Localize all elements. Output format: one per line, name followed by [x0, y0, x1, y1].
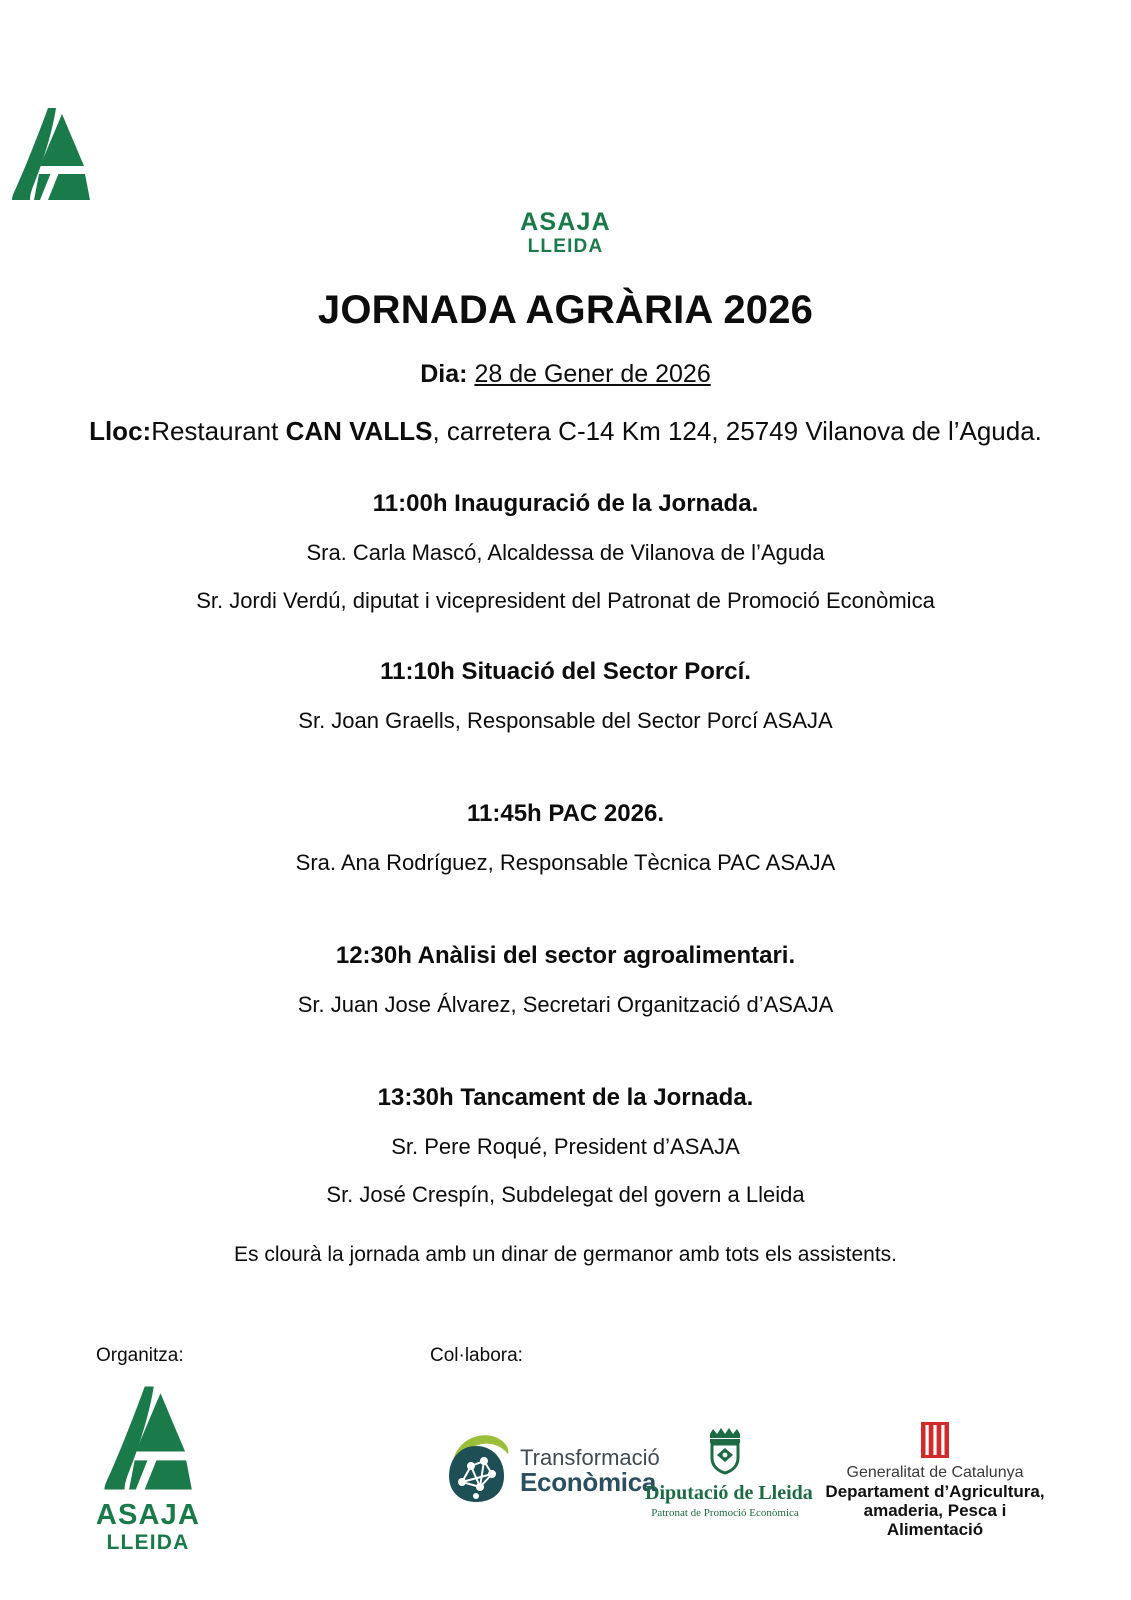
agenda-speaker: Sr. Jordi Verdú, diputat i vicepresident del Patronat de Promoció Econòmica — [196, 588, 935, 613]
asaja-emblem-icon — [88, 1382, 208, 1494]
generalitat-line1: Generalitat de Catalunya — [846, 1464, 1024, 1481]
place-address: , carretera C-14 Km 124, 25749 Vilanova de l’Aguda. — [432, 416, 1042, 446]
transformacio-line1: Transformació — [520, 1444, 660, 1470]
generalitat-line3: amaderia, Pesca i Alimentació — [863, 1501, 1007, 1540]
transformacio-economica-logo — [440, 1430, 660, 1511]
agenda-heading: 13:30h Tancament de la Jornada. — [377, 1084, 754, 1111]
agenda-item — [72, 658, 1059, 734]
place-prefix: Restaurant — [151, 416, 286, 446]
agenda-item — [72, 490, 1059, 614]
asaja-emblem-icon — [0, 104, 1131, 204]
agenda-speaker: Sr. Juan Jose Álvarez, Secretari Organització d’ASAJA — [297, 992, 834, 1017]
organizer-label: Organitza: — [96, 1345, 184, 1366]
event-date-line — [0, 360, 1131, 389]
asaja-wordmark: ASAJA — [95, 1499, 201, 1531]
place-venue: CAN VALLS — [285, 416, 433, 446]
date-value: 28 de Gener de 2026 — [474, 360, 711, 388]
generalitat-catalunya-logo — [820, 1420, 1050, 1539]
agenda-item — [72, 800, 1059, 876]
agenda-heading: 11:00h Inauguració de la Jornada. — [372, 490, 759, 517]
agenda-heading: 12:30h Anàlisi del sector agroalimentari. — [335, 942, 796, 969]
agenda-item — [72, 1084, 1059, 1208]
agenda-speaker: Sra. Carla Mascó, Alcaldessa de Vilanova de l’Aguda — [306, 540, 825, 565]
diputacio-subtitle: Patronat de Promoció Econòmica — [651, 1507, 799, 1519]
page-title: JORNADA AGRÀRIA 2026 — [317, 288, 814, 332]
transformacio-economica-icon — [440, 1430, 512, 1511]
asaja-logo-footer — [88, 1382, 208, 1553]
event-place-line — [0, 416, 1131, 447]
transformacio-line2: Econòmica — [520, 1466, 657, 1497]
agenda-heading: 11:10h Situació del Sector Porcí. — [380, 658, 751, 685]
asaja-region-label: LLEIDA — [106, 1530, 190, 1554]
agenda-speaker: Sr. Joan Graells, Responsable del Sector Porcí ASAJA — [298, 708, 833, 733]
closing-note: Es clourà la jornada amb un dinar de germanor amb tots els assistents. — [233, 1243, 897, 1266]
agenda-item — [72, 942, 1059, 1018]
place-label: Lloc: — [89, 416, 152, 446]
diputacio-lleida-logo — [645, 1425, 813, 1519]
diputacio-name: Diputació de Lleida — [645, 1482, 813, 1504]
senyera-icon — [820, 1420, 1050, 1460]
asaja-wordmark: ASAJA — [520, 208, 611, 236]
diputacio-crest-icon — [702, 1462, 748, 1479]
agenda-speaker: Sra. Ana Rodríguez, Responsable Tècnica PAC ASAJA — [295, 850, 836, 875]
agenda-list — [72, 490, 1059, 1208]
date-label: Dia: — [420, 360, 468, 388]
generalitat-line2: Departament d’Agricultura, — [825, 1482, 1045, 1501]
asaja-logo-header — [0, 104, 1131, 256]
asaja-region-label: LLEIDA — [527, 235, 604, 257]
agenda-speaker: Sr. José Crespín, Subdelegat del govern a Lleida — [326, 1182, 805, 1207]
agenda-speaker: Sr. Pere Roqué, President d’ASAJA — [391, 1134, 740, 1159]
agenda-heading: 11:45h PAC 2026. — [466, 800, 664, 827]
collaborators-label: Col·labora: — [430, 1345, 523, 1366]
